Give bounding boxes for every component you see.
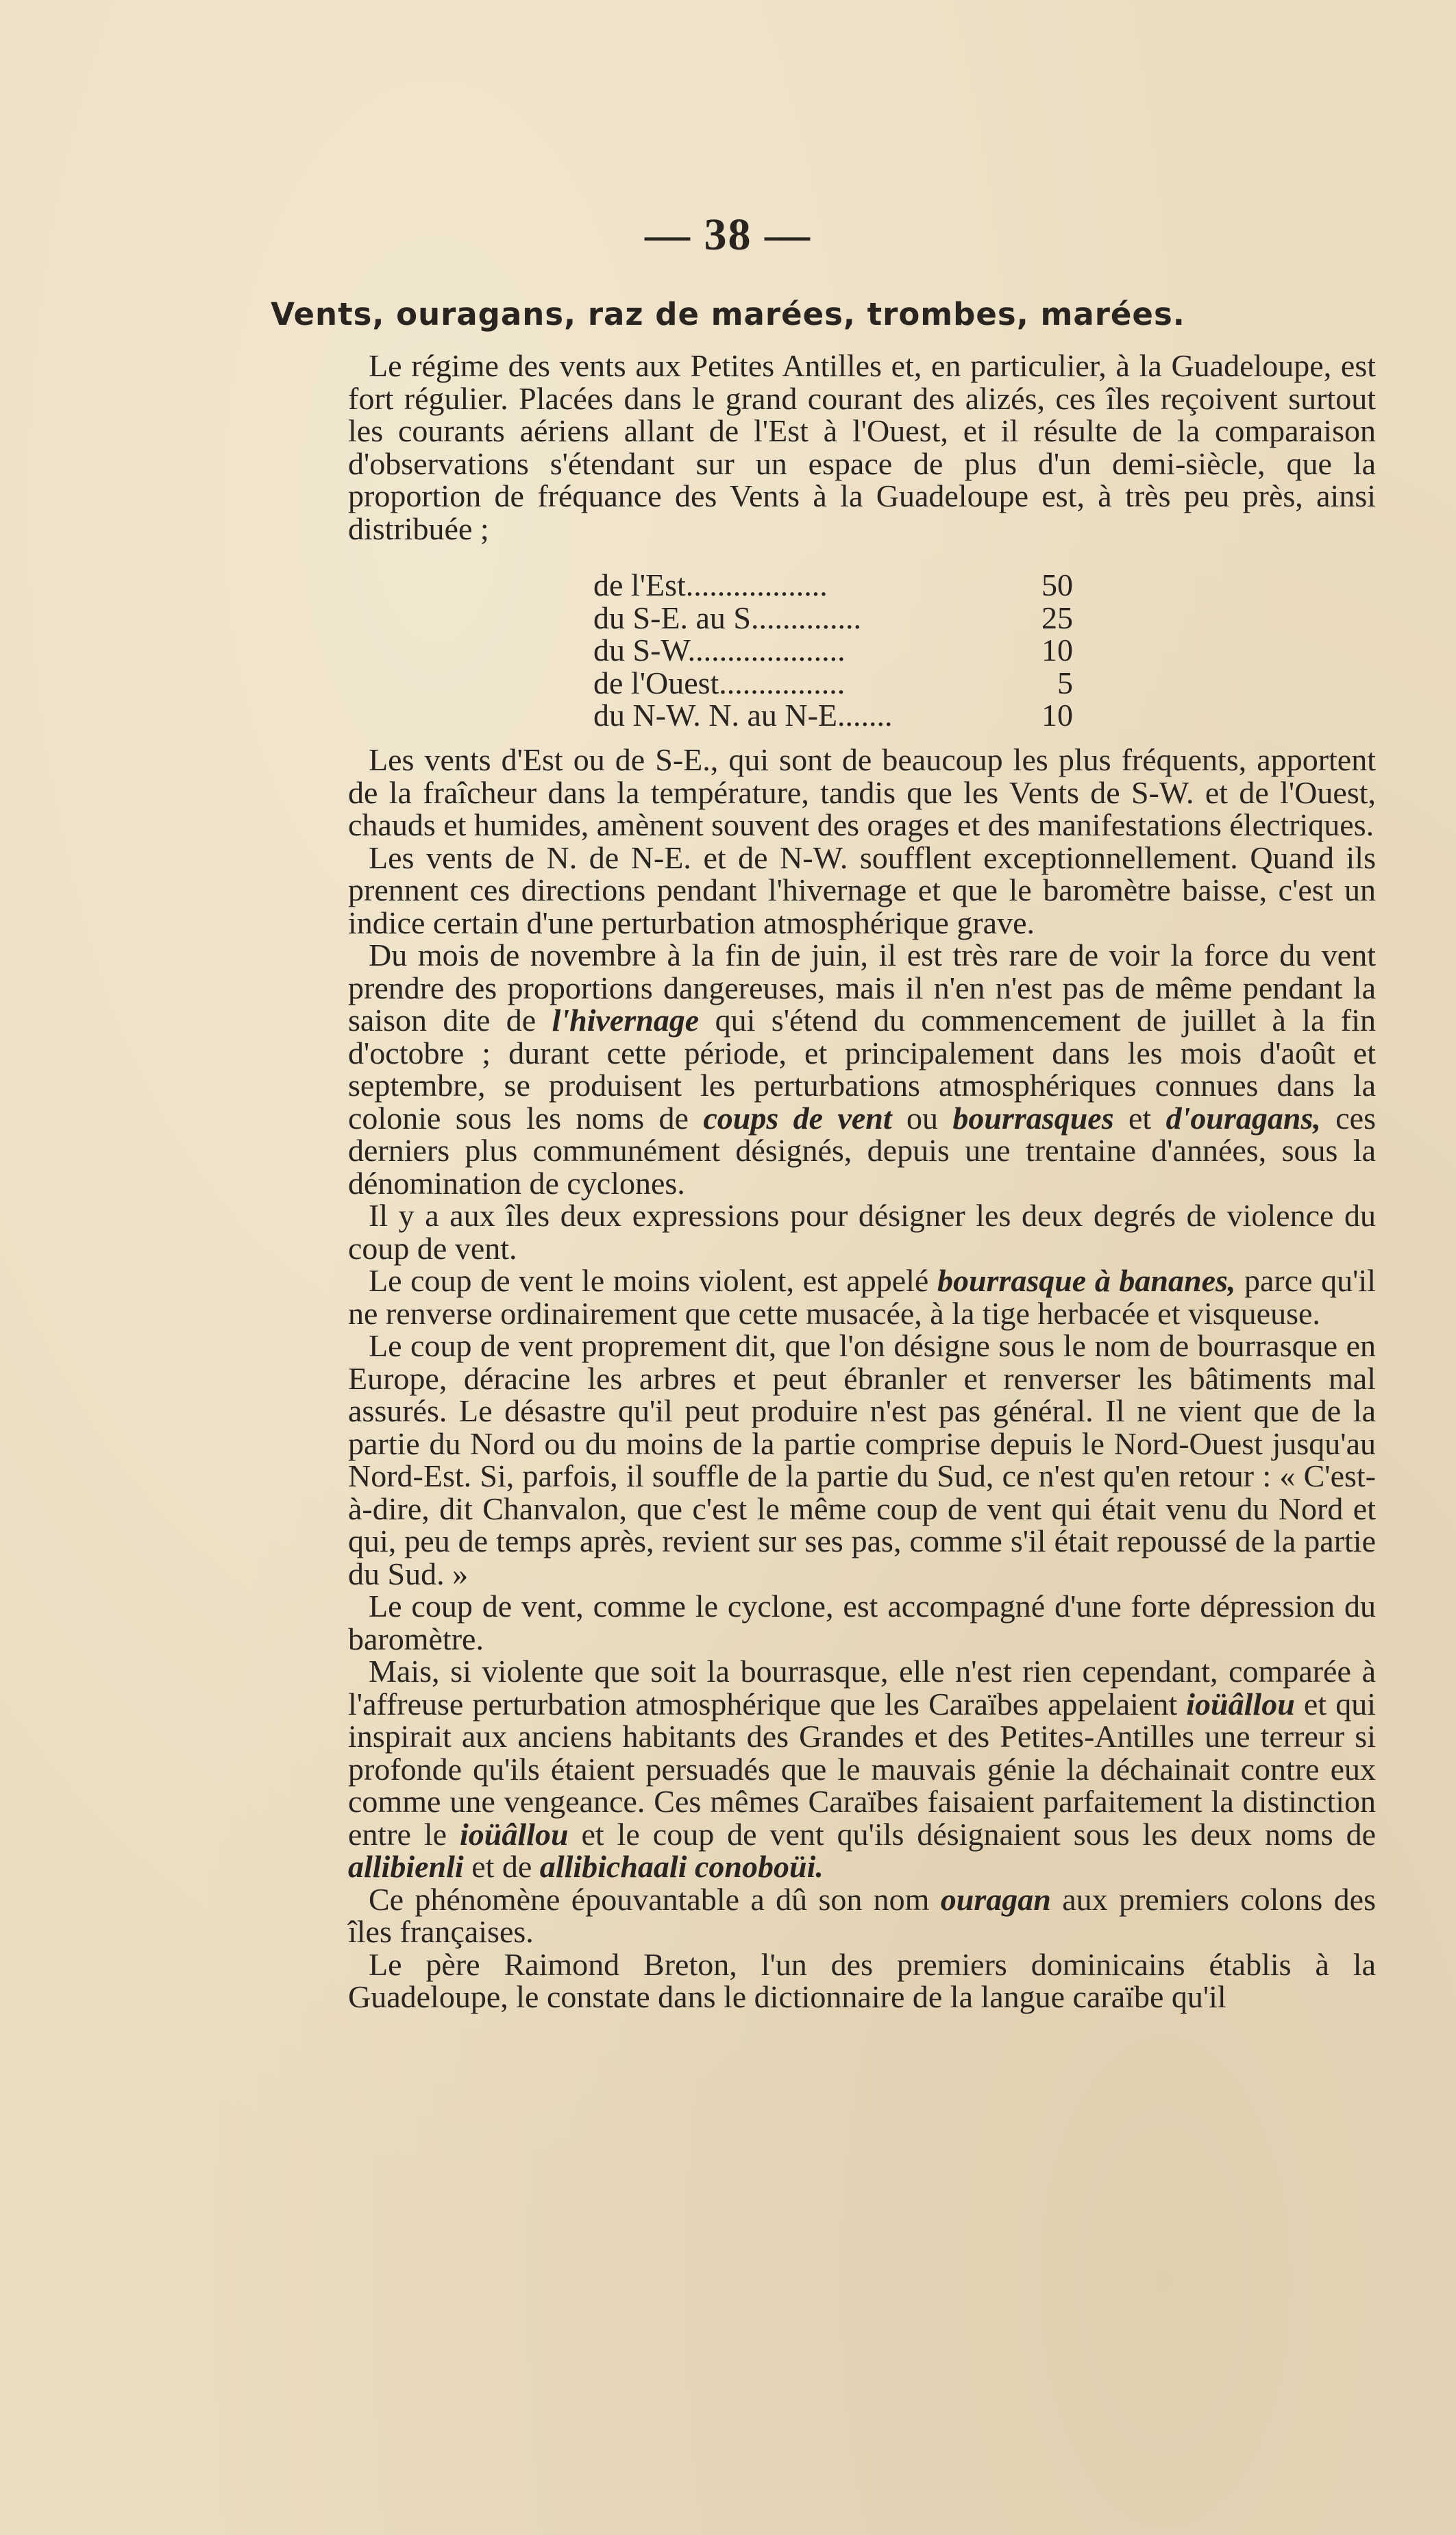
paragraph: Le coup de vent, comme le cyclone, est accompagné d'une forte dépression du baromètre. [348,1589,1376,1656]
row-value: 10 [1041,633,1073,668]
table-row [593,667,1073,700]
paragraph [348,1264,1376,1330]
row-label: du S-E. au S.............. [593,601,861,634]
paragraph: Les vents de N. de N-E. et de N-W. soufflent exceptionnellement. Quand ils prennent ces directions pendant l'hivernage et que le baromètre baisse, c'est un indice certain d'une perturbation atmosphérique grave. [348,840,1376,940]
term-bourrasques: bourrasques [952,1100,1114,1136]
text-run: ou [891,1100,953,1136]
term-allibichaali: allibichaali conoboüi. [539,1849,824,1884]
paragraph: Le coup de vent proprement dit, que l'on désigne sous le nom de bourrasque en Europe, déracine les arbres et peut ébranler et renverser les bâtiments mal assurés. Le désastre qu'il peut produire n'est pas général. Il ne vient que de la partie du Nord ou du moins de la partie comprise depuis le Nord-Ouest jusqu'au Nord-Est. Si, parfois, il souffle de la partie du Sud, ce n'est qu'en retour : « C'est-à-dire, dit Chanvalon, que c'est le même coup de vent qui était venu du Nord et qui, peu de temps après, revient sur ses pas, comme s'il était repoussé de la partie du Sud. » [348,1328,1376,1591]
text-run: et le coup de vent qu'ils désignaient sous les deux noms de [568,1816,1376,1852]
intro-text: Le régime des vents aux Petites Antilles et, en particulier, à la Guadeloupe, est fort régulier. Placées dans le grand courant des alizés, ces îles reçoivent surtout les courants aériens allant de l'Est à l'Ouest, et il résulte de la comparaison d'observations s'étendant sur un espace de plus d'un demi-siècle, que la proportion de fréquance des Vents à la Guadeloupe est, à très peu près, ainsi distribuée ; [348,348,1376,546]
intro-paragraph [348,350,1376,545]
term-allibienli: allibienli [348,1849,464,1884]
text-run: et qui inspirait aux anciens habitants des Grandes et des Petites-Antilles une terreur si profonde qu'ils étaient persuadés que le mauvais génie la déchainait contre eux comme une vengeance. Ces mêmes Caraïbes faisaient parfaitement la distinction entre le [348,1686,1376,1852]
text-run: Le coup de vent le moins violent, est appelé [369,1263,937,1298]
row-value: 50 [1041,567,1073,602]
text-run: aux premiers colons des îles françaises. [348,1881,1376,1949]
text-run: et de [463,1849,540,1884]
row-value: 25 [1041,600,1073,635]
paragraph: Il y a aux îles deux expressions pour désigner les deux degrés de violence du coup de vent. [348,1198,1376,1266]
text-run: Ce phénomène épouvantable a dû son nom [369,1881,941,1917]
term-ioualou: ioüâllou [460,1816,569,1852]
row-value: 10 [1041,698,1073,733]
table-row [593,602,1073,635]
paragraph [348,1655,1376,1883]
body-text [348,744,1376,2013]
text-run: ces derniers plus communément désignés, depuis une trentaine d'années, sous la dénomination de cyclones. [348,1100,1376,1201]
term-coups-de-vent: coups de vent [703,1100,892,1136]
paragraph [348,1883,1376,1948]
table-row [593,634,1073,667]
row-label: du S-W.................... [593,634,846,667]
row-label: du N-W. N. au N-E....... [593,699,893,732]
term-ouragans: d'ouragans, [1165,1100,1321,1136]
text-run: Mais, si violente que soit la bourrasque, elle n'est rien cependant, comparée à l'affreuse perturbation atmosphérique que les Caraïbes appelaient [348,1654,1376,1722]
section-title: Vents, ouragans, raz de marées, trombes, marées. [271,296,1185,332]
row-label: de l'Ouest................ [593,666,846,699]
row-label: de l'Est.................. [593,569,828,602]
text-run: parce qu'il ne renverse ordinairement que cette musacée, à la tige herbacée et visqueuse. [348,1263,1377,1331]
paragraph [348,939,1376,1199]
text-run: Du mois de novembre à la fin de juin, il est très rare de voir la force du vent prendre des proportions dangereuses, mais il n'en n'est pas de même pendant la saison dite de [348,938,1376,1038]
table-row [593,569,1073,602]
table-row [593,699,1073,732]
paragraph: Les vents d'Est ou de S-E., qui sont de beaucoup les plus fréquents, apportent de la fraîcheur dans la température, tandis que les Vents de S-W. et de l'Ouest, chauds et humides, amènent souvent des orages et des manifestations électriques. [348,742,1376,842]
term-ouragan: ouragan [940,1881,1051,1917]
term-ioualou: ioüâllou [1186,1686,1295,1722]
wind-frequency-table [593,569,1073,732]
paragraph: Le père Raimond Breton, l'un des premiers dominicains établis à la Guadeloupe, le constate dans le dictionnaire de la langue caraïbe qu'il [348,1946,1376,2014]
page-number: — 38 — [645,210,811,260]
term-hivernage: l'hivernage [552,1003,700,1038]
text-run: et [1113,1100,1166,1136]
text-run: qui s'étend du commencement de juillet à la fin d'octobre ; durant cette période, et principalement dans les mois d'août et septembre, se produisent les perturbations atmosphériques connues dans la colonie sous les noms de [348,1003,1376,1136]
row-value: 5 [1057,665,1073,700]
term-bourrasque-a-bananes: bourrasque à bananes, [937,1263,1236,1298]
